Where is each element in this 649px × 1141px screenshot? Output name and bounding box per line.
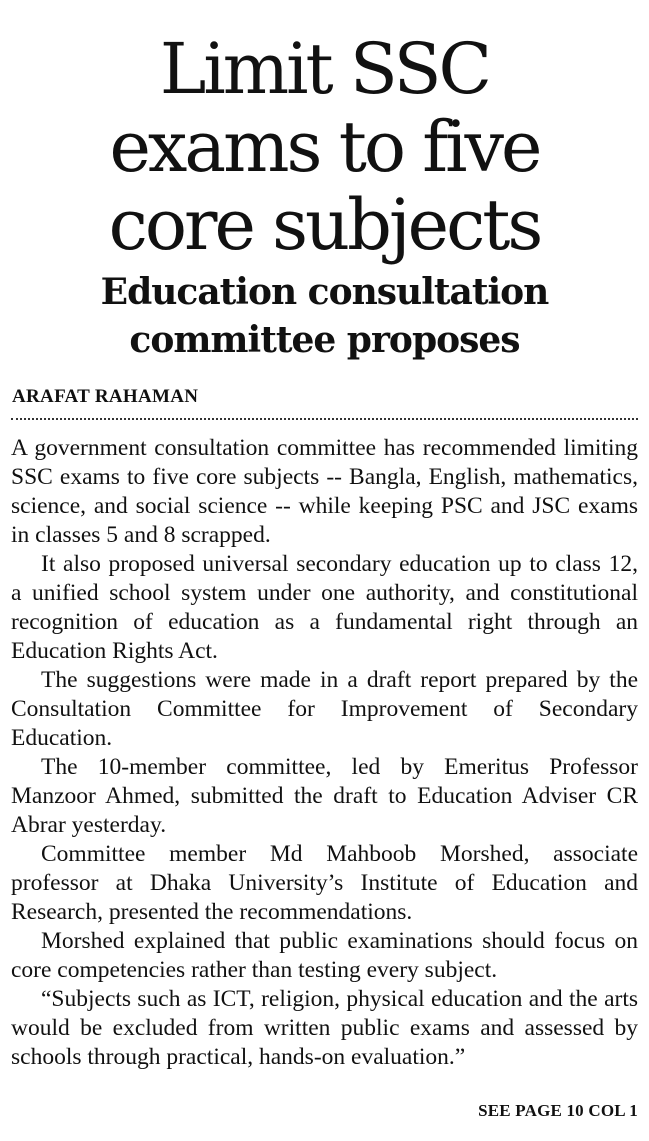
body-paragraph: Morshed explained that public examinations should focus on core competencies rather than testing every subject. bbox=[11, 928, 638, 983]
body-paragraph: It also proposed universal secondary education up to class 12, a unified school system under one authority, and constitutional recognition of education as a fundamental right through an Education Rights Act. bbox=[11, 551, 638, 664]
body-paragraph: The suggestions were made in a draft report prepared by the Consultation Committee for Improvement of Secondary Education. bbox=[11, 667, 638, 751]
body-paragraph: Committee member Md Mahboob Morshed, associate professor at Dhaka University’s Institute of Education and Research, presented the recommendations. bbox=[11, 841, 638, 925]
headline-line: Limit SSC bbox=[159, 28, 490, 110]
headline-line: exams to five bbox=[109, 106, 540, 188]
news-article bbox=[11, 0, 638, 1141]
body-paragraph: A government consultation committee has recommended limiting SSC exams to five core subjects -- Bangla, English, mathematics, science, and social science -- while keeping PSC and JSC exams in classes 5 and 8 scrapped. bbox=[11, 435, 638, 548]
headline bbox=[11, 30, 638, 264]
byline: ARAFAT RAHAMAN bbox=[12, 386, 199, 407]
continued-on-page-note: SEE PAGE 10 COL 1 bbox=[478, 1101, 638, 1120]
subheadline bbox=[11, 268, 638, 364]
body-paragraph: The 10-member committee, led by Emeritus Professor Manzoor Ahmed, submitted the draft to Education Adviser CR Abrar yesterday. bbox=[11, 754, 638, 838]
dotted-divider bbox=[11, 418, 638, 420]
subheadline-line: Education consultation bbox=[100, 271, 549, 313]
article-body bbox=[11, 434, 638, 1072]
headline-line: core subjects bbox=[108, 184, 541, 266]
subheadline-line: committee proposes bbox=[129, 319, 520, 361]
body-paragraph: “Subjects such as ICT, religion, physical education and the arts would be excluded from written public exams and assessed by schools through practical, hands-on evaluation.” bbox=[11, 986, 638, 1070]
